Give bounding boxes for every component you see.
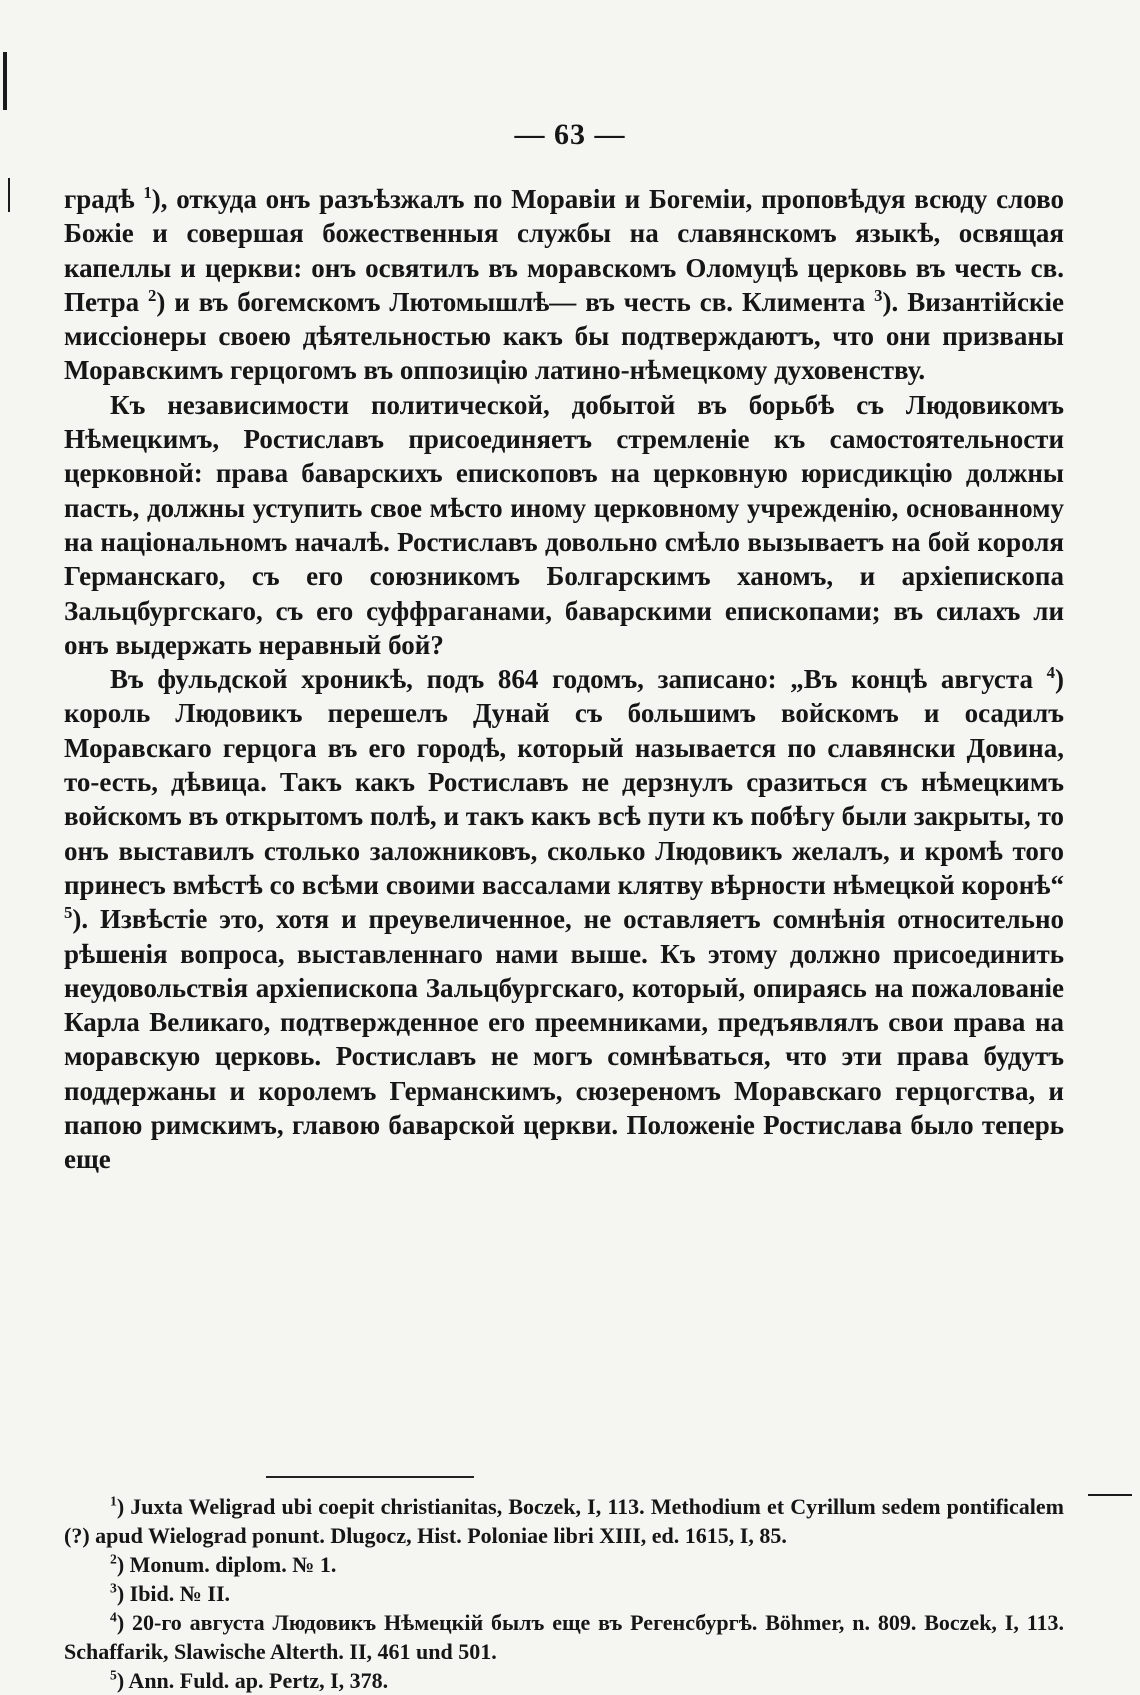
footnote-mark: 1 <box>110 1493 117 1509</box>
body-text <box>64 182 1064 1177</box>
paragraph-1: градѣ $^1$), откуда онъ разъѣзжалъ по Моравіи и Богеміи, проповѣдуя всюду слово Божіе и совершая божественныя службы на славянскомъ языкѣ, освящая капеллы и церкви: онъ освятилъ въ моравскомъ Оломуцѣ церковь въ честь св. Петра $^2$) и въ богемскомъ Лютомышлѣ— въ честь св. Климента $^3$). Византійскіе миссіонеры своею дѣятельностью какъ бы подтверждаютъ, что они призваны Моравскимъ герцогомъ въ оппозицію латино-нѣмецкому духовенству. <box>64 183 1065 386</box>
scan-edge-mark-left <box>8 178 10 212</box>
paragraph-3: Въ фульдской хроникѣ, подъ 864 годомъ, записано: „Въ концѣ августа $^4$) король Людовикъ перешелъ Дунай съ большимъ войскомъ и осадилъ Моравскаго герцога въ его городѣ, который называется по славянски Довина, то-есть, дѣвица. Такъ какъ Ростиславъ не дерзнулъ сразиться съ нѣмецкимъ войскомъ въ открытомъ полѣ, и такъ какъ всѣ пути къ побѣгу были закрыты, то онъ выставилъ столько заложниковъ, сколько Людовикъ желалъ, и кромѣ того принесъ вмѣстѣ со всѣми своими вассалами клятву вѣрности нѣмецкой коронѣ“ $^5$). Извѣстіе это, хотя и преувеличенное, не оставляетъ сомнѣнія относительно рѣшенія вопроса, выставленнаго нами выше. Къ этому должно присоединить неудовольствія архіепископа Зальцбургскаго, который, опираясь на пожалованіе Карла Великаго, подтвержденное его преемниками, предъявлялъ свои права на моравскую церковь. Ростиславъ не могъ сомнѣваться, что эти права будутъ поддержаны и королемъ Германскимъ, сюзереномъ Моравскаго герцогства, и папою римскимъ, главою баварской церкви. Положеніе Ростислава было теперь еще <box>64 663 1064 1175</box>
footnote-ref-1[interactable]: 1 <box>143 183 152 202</box>
scan-edge-mark-top-left <box>3 52 7 110</box>
page-number: — 63 — <box>514 118 626 151</box>
footnote-1: $^1$) Juxta Weligrad ubi coepit christianitas, Boczek, I, 113. Methodium et Cyrillum sedem pontificalem (?) apud Wielograd ponunt. Dlugocz, Hist. Poloniae libri XIII, ed. 1615, I, 85. <box>64 1493 1064 1548</box>
footnote-2: $^2$) Monum. diplom. № 1. <box>110 1551 337 1577</box>
footnote-mark: 4 <box>110 1609 117 1625</box>
footnote-mark: 3 <box>110 1580 117 1596</box>
footnote-5: $^5$) Ann. Fuld. ap. Pertz, I, 378. <box>110 1667 389 1693</box>
footnote-mark: 5 <box>110 1667 117 1683</box>
paragraph-2: Къ независимости политической, добытой въ борьбѣ съ Людовикомъ Нѣмецкимъ, Ростиславъ присоединяетъ стремленіе къ самостоятельности церковной: права баварскихъ епископовъ на церковную юрисдикцію должны пасть, должны уступить свое мѣсто иному церковному учрежденію, основанному на національномъ началѣ. Ростиславъ довольно смѣло вызываетъ на бой короля Германскаго, съ его союзникомъ Болгарскимъ ханомъ, и архіепископа Зальцбургскаго, съ его суффраганами, баварскими епископами; въ силахъ ли онъ выдержать неравный бой? <box>64 389 1064 660</box>
footnote-ref-3[interactable]: 3 <box>874 285 883 305</box>
footnote-ref-4[interactable]: 4 <box>1046 663 1055 683</box>
footnote-mark: 2 <box>110 1551 117 1567</box>
footnote-separator <box>266 1476 474 1478</box>
footnote-ref-2[interactable]: 2 <box>148 285 157 305</box>
footnote-3: $^3$) Ibid. № II. <box>110 1580 231 1606</box>
footnotes <box>64 1492 1064 1695</box>
scan-edge-mark-right <box>1088 1494 1132 1496</box>
footnote-ref-5[interactable]: 5 <box>64 903 73 923</box>
footnote-4: $^4$) 20-го августа Людовикъ Нѣмецкій былъ еще въ Регенсбургѣ. Böhmer, n. 809. Boczek, I, 113. Schaffarik, Slawische Alterth. II, 461 und 501. <box>64 1609 1064 1664</box>
